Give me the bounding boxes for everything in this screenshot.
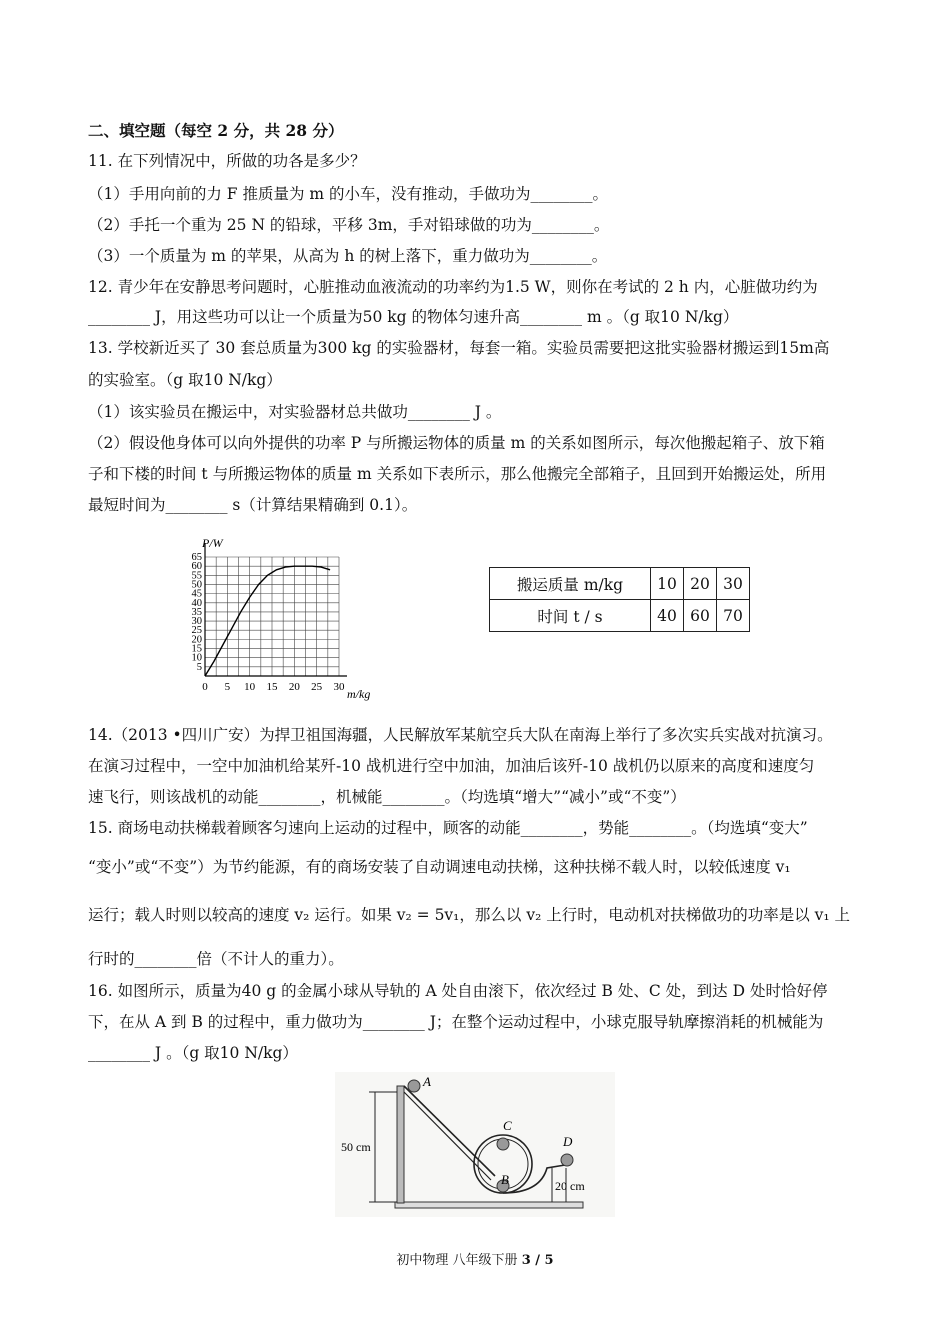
table-cell: 70 <box>717 600 750 632</box>
ball-d <box>561 1154 573 1166</box>
x-tick-label: 30 <box>333 681 345 693</box>
x-tick-label: 20 <box>288 681 300 693</box>
table-row <box>490 600 750 632</box>
y-tick-label: 50 <box>191 579 202 591</box>
q14-line3: 速飞行，则该战机的动能________，机械能________。（均选填“增大”“减小”或“不变”） <box>88 788 686 806</box>
table-cell: 30 <box>717 568 750 600</box>
y-tick-label: 65 <box>191 552 202 563</box>
mass-time-table <box>489 567 750 632</box>
label-20cm: 20 cm <box>555 1179 585 1193</box>
y-tick-label: 25 <box>191 625 202 637</box>
footer-page-number: 3 / 5 <box>521 1253 554 1268</box>
x-tick-label: 15 <box>266 681 278 693</box>
label-d: D <box>563 1134 573 1149</box>
track-base <box>395 1202 583 1208</box>
q11-part2: （2）手托一个重为 25 N 的铅球，平移 3m，手对铅球做的功为________。 <box>88 216 610 234</box>
ball-a <box>408 1080 420 1092</box>
page-footer <box>0 1249 950 1268</box>
support-post <box>397 1086 404 1203</box>
q11-part3: （3）一个质量为 m 的苹果，从高为 h 的树上落下，重力做功为________。 <box>88 247 608 265</box>
label-b: B <box>501 1172 509 1187</box>
x-tick-label: 25 <box>311 681 323 693</box>
y-tick-label: 60 <box>191 561 202 573</box>
y-tick-label: 40 <box>191 597 202 609</box>
q15-line4: 行时的________倍（不计人的重力）。 <box>88 950 344 968</box>
q12-line1: 12. 青少年在安静思考问题时，心脏推动血液流动的功率约为1.5 W，则你在考试的 2 h 内，心脏做功约为 <box>88 278 818 296</box>
y-tick-label: 30 <box>191 616 202 628</box>
q12-line2: ________ J，用这些功可以让一个质量为50 kg 的物体匀速升高________ m 。（g 取10 N/kg） <box>88 308 739 326</box>
y-tick-label: 35 <box>191 606 202 618</box>
track-loop-figure <box>335 1072 615 1217</box>
y-tick-label: 15 <box>191 643 202 655</box>
label-c: C <box>503 1118 512 1133</box>
q15-line1: 15. 商场电动扶梯载着顾客匀速向上运动的过程中，顾客的动能________，势能________。（均选填“变大” <box>88 819 808 837</box>
table-header-label: 搬运质量 m/kg <box>490 568 651 600</box>
x-tick-label: 0 <box>202 681 208 693</box>
q15-line3: 运行；载人时则以较高的速度 v₂ 运行。如果 v₂ = 5v₁，那么以 v₂ 上行时，电动机对扶梯做功的功率是以 v₁ 上 <box>88 906 851 924</box>
q16-line2: 下，在从 A 到 B 的过程中，重力做功为________ J；在整个运动过程中，小球克服导轨摩擦消耗的机械能为 <box>88 1013 824 1031</box>
section-title: 二、填空题（每空 2 分，共 28 分） <box>88 121 344 140</box>
q13-part1: （1）该实验员在搬运中，对实验器材总共做功________ J 。 <box>88 403 502 421</box>
table-cell: 10 <box>651 568 684 600</box>
y-tick-label: 10 <box>191 652 202 664</box>
y-tick-label: 5 <box>196 661 202 673</box>
footer-subject: 初中物理 八年级下册 <box>396 1253 518 1268</box>
q14-line2: 在演习过程中，一空中加油机给某歼-10 战机进行空中加油，加油后该歼-10 战机仍以原来的高度和速度匀 <box>88 757 815 775</box>
table-row-label: 时间 t / s <box>490 600 651 632</box>
table-cell: 60 <box>684 600 717 632</box>
y-axis-label: P/W <box>202 536 223 550</box>
q13-line1: 13. 学校新近买了 30 套总质量为300 kg 的实验器材，每套一箱。实验员需要把这批实验器材搬运到15m高 <box>88 339 830 357</box>
q13-part2-line3: 最短时间为________ s（计算结果精确到 0.1）。 <box>88 496 418 514</box>
q16-line3: ________ J 。（g 取10 N/kg） <box>88 1044 298 1062</box>
q15-line2: “变小”或“不变”）为节约能源，有的商场安装了自动调速电动扶梯，这种扶梯不载人时，以较低速度 v₁ <box>88 858 791 876</box>
y-tick-label: 55 <box>191 570 202 582</box>
y-tick-label: 20 <box>191 634 202 646</box>
y-tick-label: 45 <box>191 588 202 600</box>
q13-part2-line1: （2）假设他身体可以向外提供的功率 P 与所搬运物体的质量 m 的关系如图所示，每次他搬起箱子、放下箱 <box>88 434 825 452</box>
q14-line1: 14.（2013 •四川广安）为捍卫祖国海疆，人民解放军某航空兵大队在南海上举行了多次实兵实战对抗演习。 <box>88 726 833 744</box>
power-mass-chart <box>172 530 382 710</box>
q11-stem: 11. 在下列情况中，所做的功各是多少？ <box>88 152 366 170</box>
x-axis-label: m/kg <box>347 687 371 701</box>
label-50cm: 50 cm <box>341 1140 371 1154</box>
table-row <box>490 568 750 600</box>
q13-line2: 的实验室。（g 取10 N/kg） <box>88 371 282 389</box>
table-cell: 20 <box>684 568 717 600</box>
table-cell: 40 <box>651 600 684 632</box>
q11-part1: （1）手用向前的力 F 推质量为 m 的小车，没有推动，手做功为________。 <box>88 185 609 203</box>
x-tick-label: 5 <box>224 681 231 693</box>
q13-part2-line2: 子和下楼的时间 t 与所搬运物体的质量 m 关系如下表所示，那么他搬完全部箱子，且回到开始搬运处，所用 <box>88 465 827 483</box>
ball-c <box>497 1138 509 1150</box>
label-a: A <box>423 1074 431 1089</box>
x-tick-label: 10 <box>244 681 256 693</box>
q16-line1: 16. 如图所示，质量为40 g 的金属小球从导轨的 A 处自由滚下，依次经过 B 处、C 处，到达 D 处时恰好停 <box>88 982 828 1000</box>
